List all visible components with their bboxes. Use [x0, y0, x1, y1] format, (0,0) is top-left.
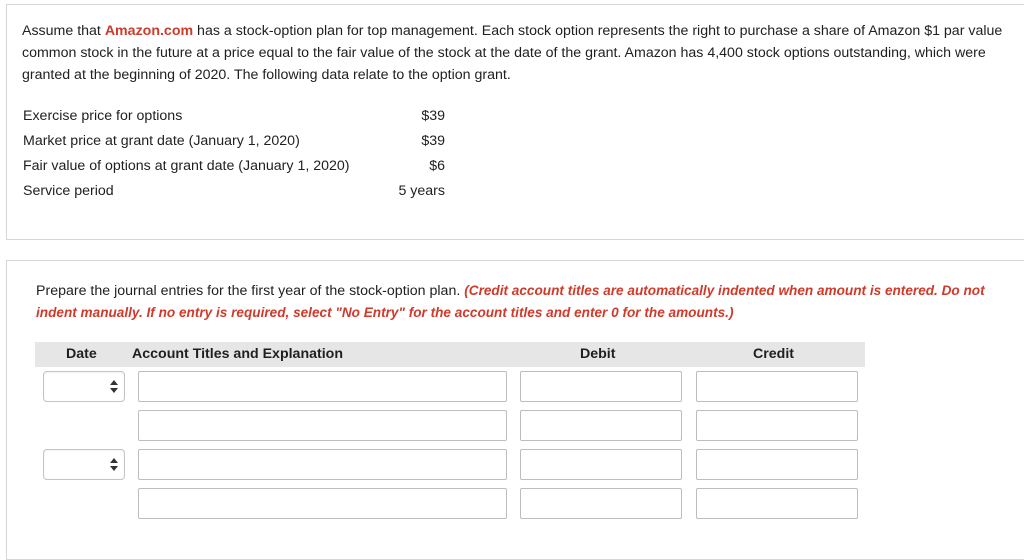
debit-input[interactable]: [520, 410, 682, 441]
credit-input[interactable]: [696, 488, 858, 519]
credit-input[interactable]: [696, 449, 858, 480]
credit-input[interactable]: [696, 371, 858, 402]
header-debit: Debit: [580, 346, 616, 362]
data-label: Service period: [23, 183, 114, 199]
date-select[interactable]: [43, 449, 125, 480]
journal-table-header: [35, 342, 865, 367]
header-credit: Credit: [753, 346, 794, 362]
account-title-input[interactable]: [138, 371, 507, 402]
data-label: Market price at grant date (January 1, 2020): [23, 133, 300, 149]
intro-continued: has a stock-option plan for top management. Each stock option represents the right to purchase a share of Amazon $1 par value common stock in the future at a price equal to the fair value of the stock at the date of the grant. Amazon has 4,400 stock options outstanding, which were granted at the beginning of 2020. The following data relate to the option grant.: [22, 23, 1003, 83]
prompt-text: Prepare the journal entries for the first year of the stock-option plan.: [36, 283, 465, 299]
data-value: 5 years: [398, 183, 445, 199]
data-label: Exercise price for options: [23, 108, 183, 124]
problem-panel: [6, 4, 1024, 240]
journal-entry-panel: [6, 260, 1024, 560]
credit-input[interactable]: [696, 410, 858, 441]
select-arrows-icon: [110, 380, 118, 394]
debit-input[interactable]: [520, 371, 682, 402]
account-title-input[interactable]: [138, 488, 507, 519]
prompt-instructions: (Credit account titles are automatically indented when amount is entered. Do not indent manually. If no entry is required, select "No Entry" for the account titles and enter 0 for the amounts.): [36, 283, 985, 320]
data-value: $6: [429, 158, 445, 174]
header-date: Date: [66, 346, 97, 362]
data-value: $39: [421, 133, 445, 149]
intro-text: Assume that: [22, 23, 105, 39]
account-title-input[interactable]: [138, 410, 507, 441]
account-title-input[interactable]: [138, 449, 507, 480]
debit-input[interactable]: [520, 449, 682, 480]
problem-statement: [22, 20, 1022, 86]
data-label: Fair value of options at grant date (January 1, 2020): [23, 158, 350, 174]
select-arrows-icon: [110, 458, 118, 472]
debit-input[interactable]: [520, 488, 682, 519]
data-value: $39: [421, 108, 445, 124]
question-prompt: [36, 280, 1016, 324]
brand-name: Amazon.com: [104, 23, 194, 39]
date-select[interactable]: [43, 371, 125, 402]
header-account-titles: Account Titles and Explanation: [132, 346, 344, 362]
